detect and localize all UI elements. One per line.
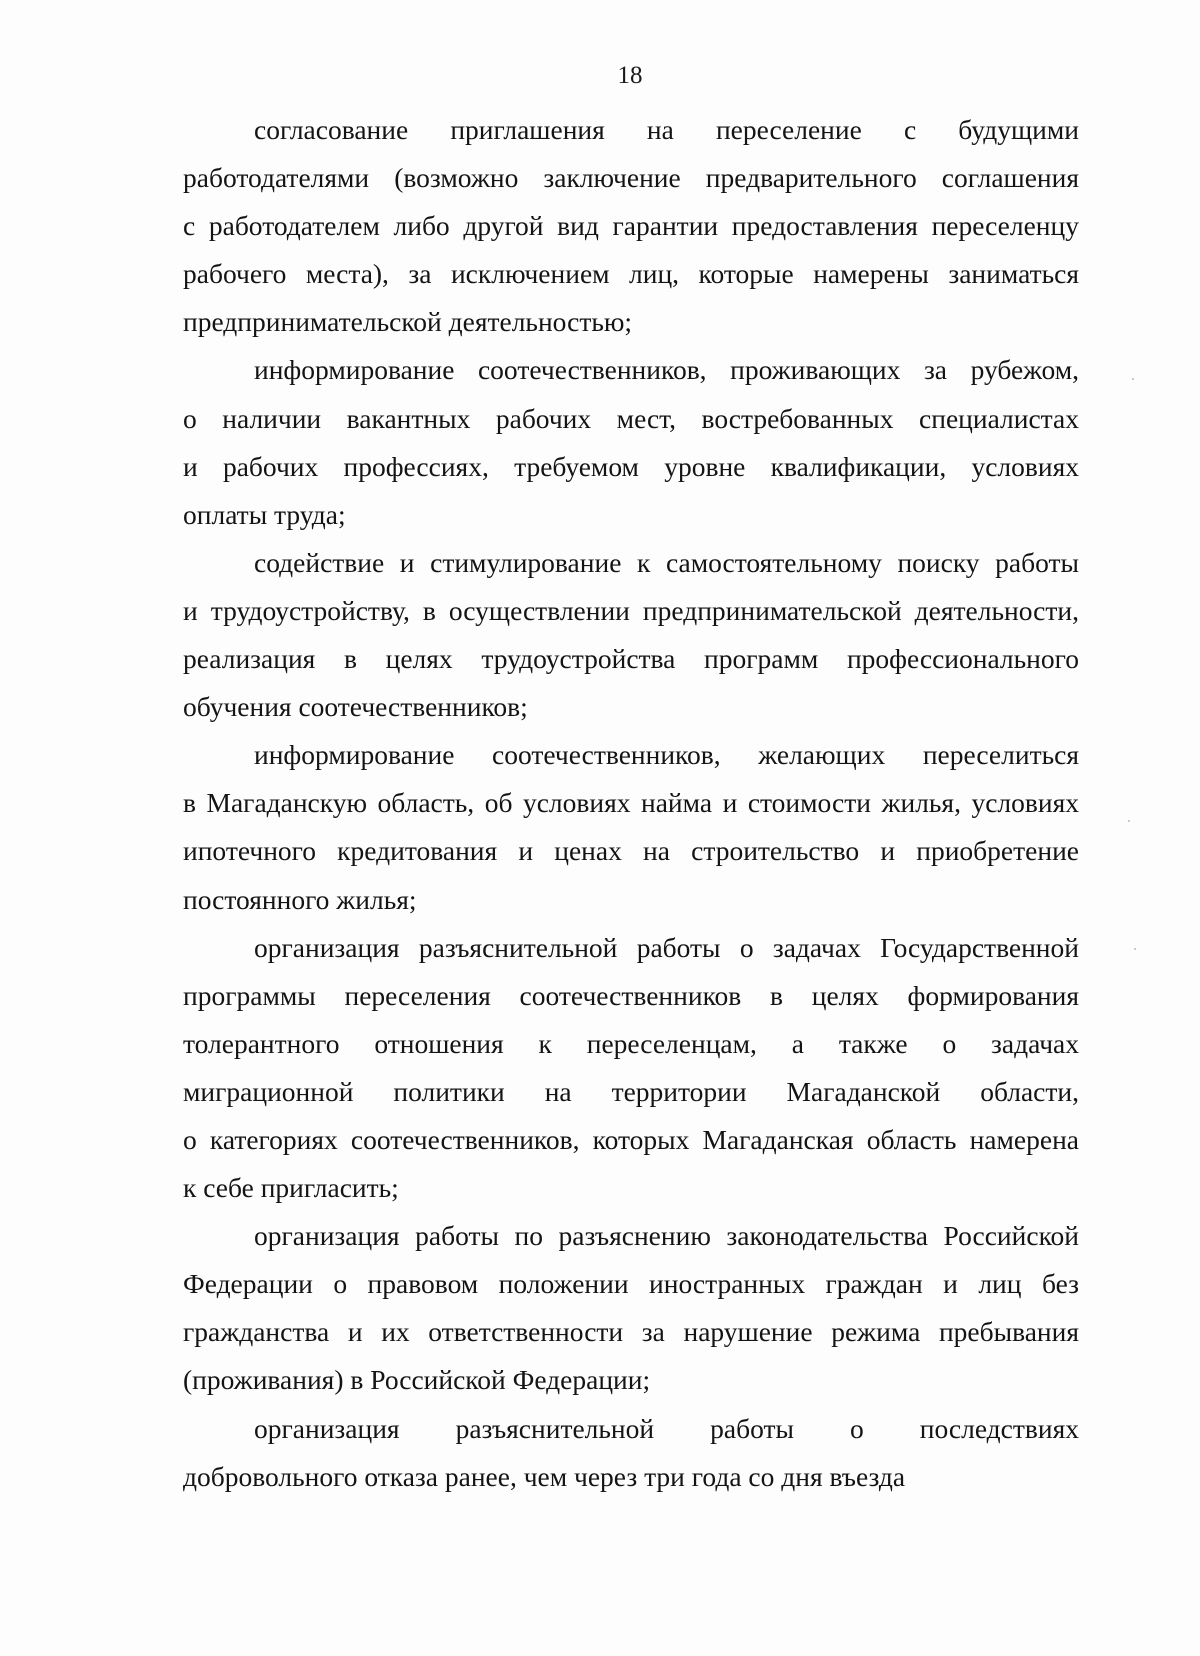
paragraph: [183, 346, 1079, 538]
text-line: организация разъяснительной работы о последствиях: [254, 1412, 1079, 1444]
text-line: постоянного жилья;: [183, 883, 417, 915]
text-line: согласование приглашения на переселение с будущими: [254, 114, 1079, 145]
text-line: реализация в целях трудоустройства программ профессионального: [183, 643, 1079, 675]
paragraph: [183, 539, 1079, 731]
page-number: 18: [617, 62, 643, 89]
text-line: о наличии вакантных рабочих мест, востребованных специалистах: [183, 402, 1079, 434]
text-line: толерантного отношения к переселенцам, а также о задачах: [183, 1027, 1079, 1059]
paragraph: [183, 731, 1079, 923]
paragraph: [183, 1405, 1079, 1501]
paragraph: [183, 106, 1079, 346]
text-line: организация работы по разъяснению законодательства Российской: [254, 1220, 1079, 1252]
text-line: предпринимательской деятельностью;: [183, 306, 633, 338]
text-line: с работодателем либо другой вид гарантии предоставления переселенцу: [183, 210, 1079, 242]
text-line: содействие и стимулирование к самостоятельному поиску работы: [254, 546, 1079, 578]
text-line: миграционной политики на территории Магаданской области,: [183, 1075, 1079, 1107]
scan-speck: [1134, 948, 1136, 950]
text-line: информирование соотечественников, проживающих за рубежом,: [254, 354, 1079, 386]
text-line: Федерации о правовом положении иностранных граждан и лиц без: [183, 1268, 1079, 1300]
text-line: оплаты труда;: [183, 498, 346, 530]
text-line: (проживания) в Российской Федерации;: [183, 1364, 651, 1396]
text-line: гражданства и их ответственности за нарушение режима пребывания: [183, 1316, 1079, 1348]
paragraph: [183, 924, 1079, 1213]
text-line: организация разъяснительной работы о задачах Государственной: [254, 931, 1079, 963]
text-line: добровольного отказа ранее, чем через три года со дня въезда: [183, 1460, 906, 1492]
text-line: и рабочих профессиях, требуемом уровне квалификации, условиях: [183, 450, 1079, 482]
text-line: ипотечного кредитования и ценах на строительство и приобретение: [183, 835, 1079, 867]
text-line: и трудоустройству, в осуществлении предпринимательской деятельности,: [183, 594, 1079, 626]
scan-speck: [1128, 820, 1130, 822]
text-line: обучения соотечественников;: [183, 691, 528, 723]
text-line: о категориях соотечественников, которых Магаданская область намерена: [183, 1123, 1079, 1155]
text-line: к себе пригласить;: [183, 1172, 399, 1204]
text-line: в Магаданскую область, об условиях найма и стоимости жилья, условиях: [183, 787, 1079, 819]
paragraph: [183, 1212, 1079, 1404]
text-line: информирование соотечественников, желающих переселиться: [254, 739, 1079, 771]
scan-speck: [1132, 378, 1134, 380]
text-line: рабочего места), за исключением лиц, которые намерены заниматься: [183, 258, 1079, 290]
text-line: программы переселения соотечественников в целях формирования: [183, 979, 1079, 1011]
text-line: работодателями (возможно заключение предварительного соглашения: [183, 162, 1079, 194]
document-body: [183, 106, 1079, 1501]
